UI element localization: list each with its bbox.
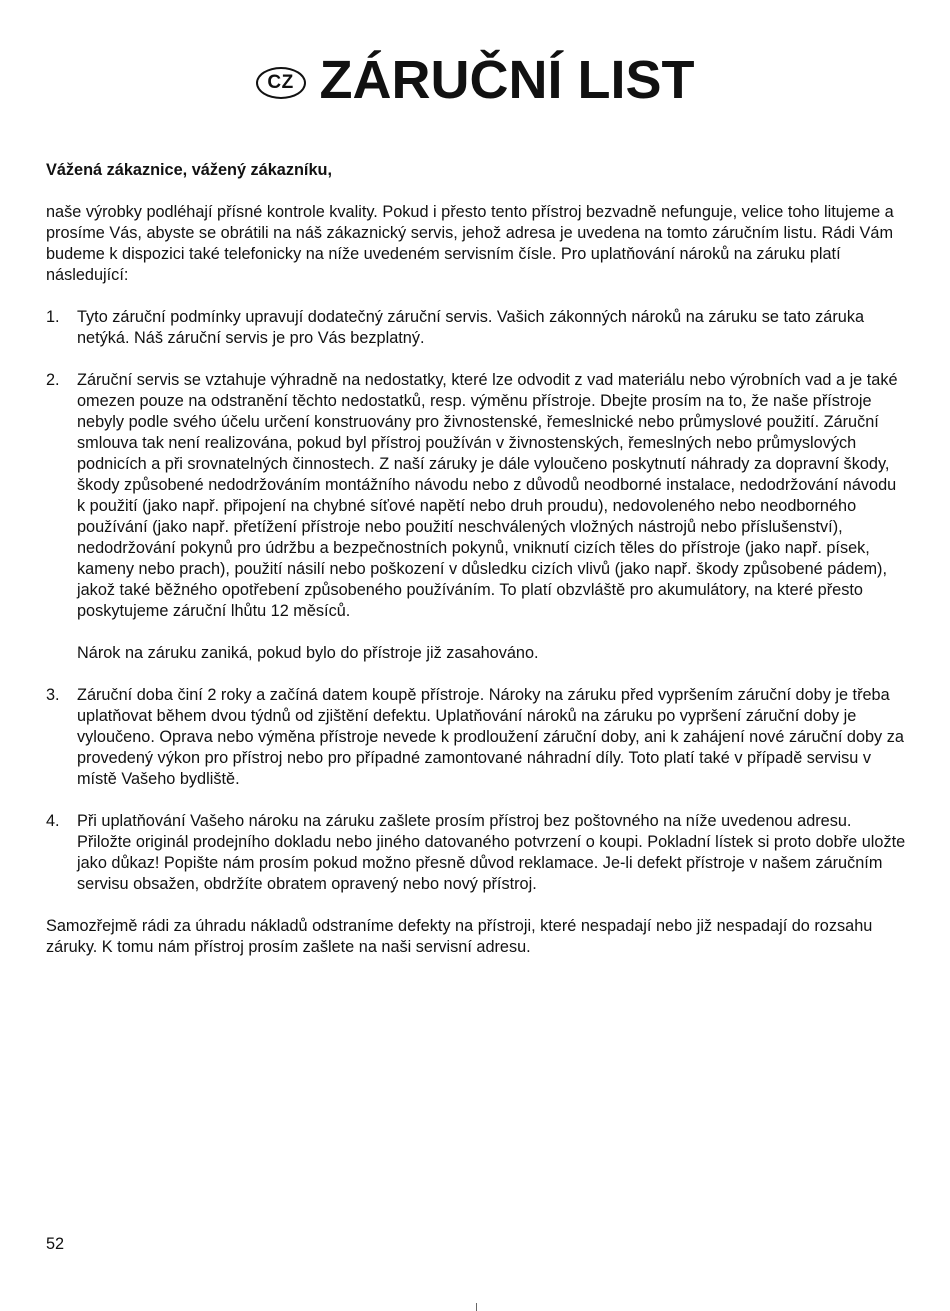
greeting: Vážená zákaznice, vážený zákazníku, xyxy=(46,161,332,179)
warranty-clause-2 xyxy=(46,370,908,664)
intro-paragraph: naše výrobky podléhají přísné kontrole kvality. Pokud i přesto tento přístroj bezvadně nefunguje, velice toho litujeme a prosíme Vás, abyste se obrátili na náš zákaznický servis, jehož adresa je uvedena na tomto záručním listu. Rádi Vám budeme k dispozici také telefonicky na níže uvedeném servisním čísle. Pro uplatňování nároků na záruku platí následující: xyxy=(46,203,894,284)
warranty-clause-1 xyxy=(46,307,908,349)
page-header xyxy=(0,50,950,110)
document-body xyxy=(46,160,908,958)
page-title: ZÁRUČNÍ LIST xyxy=(319,50,695,110)
crop-mark xyxy=(476,1303,477,1311)
warranty-clause-4 xyxy=(46,811,908,895)
warranty-clause-3 xyxy=(46,685,908,790)
clause-text: Tyto záruční podmínky upravují dodatečný záruční servis. Vašich zákonných nároků na záruku se tato záruka netýká. Náš záruční servis je pro Vás bezplatný. xyxy=(77,308,865,347)
clause-subparagraph: Nárok na záruku zaniká, pokud bylo do přístroje již zasahováno. xyxy=(77,644,539,662)
clause-number: 3. xyxy=(46,686,60,704)
page-number: 52 xyxy=(46,1235,65,1253)
clause-number: 2. xyxy=(46,371,60,389)
country-code-badge: CZ xyxy=(256,67,306,99)
clause-text: Při uplatňování Vašeho nároku na záruku zašlete prosím přístroj bez poštovného na níže uvedenou adresu. Přiložte originál prodejního dokladu nebo jiného datovaného potvrzení o koupi. Pokladní lístek si proto dobře uložte jako důkaz! Popište nám prosím pokud možno přesně důvod reklamace. Je-li defekt přístroje v našem záručním servisu obsažen, obdržíte obratem opravený nebo nový přístroj. xyxy=(77,812,906,893)
clause-text: Záruční servis se vztahuje výhradně na nedostatky, které lze odvodit z vad materiálu nebo výrobních vad a je také omezen pouze na odstranění těchto nedostatků, resp. výměnu přístroje. Dbejte prosím na to, že naše přístroje nebyly podle svého účelu určení konstruovány pro živnostenské, řemeslnické nebo průmyslové použití. Záruční smlouva tak není realizována, pokud byl přístroj používán v živnostenských, řemeslných nebo průmyslových podnicích a při srovnatelných činnostech. Z naší záruky je dále vyloučeno poskytnutí náhrady za dopravní škody, škody způsobené nedodržováním montážního návodu nebo z důvodů neodborné instalace, nedodržování návodu k použití (jako např. připojení na chybné síťové napětí nebo druh proudu), nedovoleného nebo neodborného používání (jako např. přetížení přístroje nebo použití neschválených vložných nástrojů nebo příslušenství), nedodržování pokynů pro údržbu a bezpečnostních pokynů, vniknutí cizích těles do přístroje (jako např. písek, kameny nebo prach), použití násilí nebo poškození v důsledku cizích vlivů (jako např. škody způsobené pádem), jakož také běžného opotřebení způsobeného používáním. To platí obzvláště pro akumulátory, na které přesto poskytujeme záruční lhůtu 12 měsíců. xyxy=(77,371,898,620)
clause-text: Záruční doba činí 2 roky a začíná datem koupě přístroje. Nároky na záruku před vypršením záruční doby je třeba uplatňovat během dvou týdnů od zjištění defektu. Uplatňování nároků na záruku po vypršení záruční doby je vyloučeno. Oprava nebo výměna přístroje nevede k prodloužení záruční doby, ani k zahájení nové záruční doby za provedený výkon pro přístroj nebo pro případné zamontované náhradní díly. Toto platí také v případě servisu v místě Vašeho bydliště. xyxy=(77,686,904,788)
clause-number: 1. xyxy=(46,308,60,326)
closing-paragraph: Samozřejmě rádi za úhradu nákladů odstraníme defekty na přístroji, které nespadají nebo již nespadají do rozsahu záruky. K tomu nám přístroj prosím zašlete na naši servisní adresu. xyxy=(46,917,873,956)
clause-number: 4. xyxy=(46,812,60,830)
